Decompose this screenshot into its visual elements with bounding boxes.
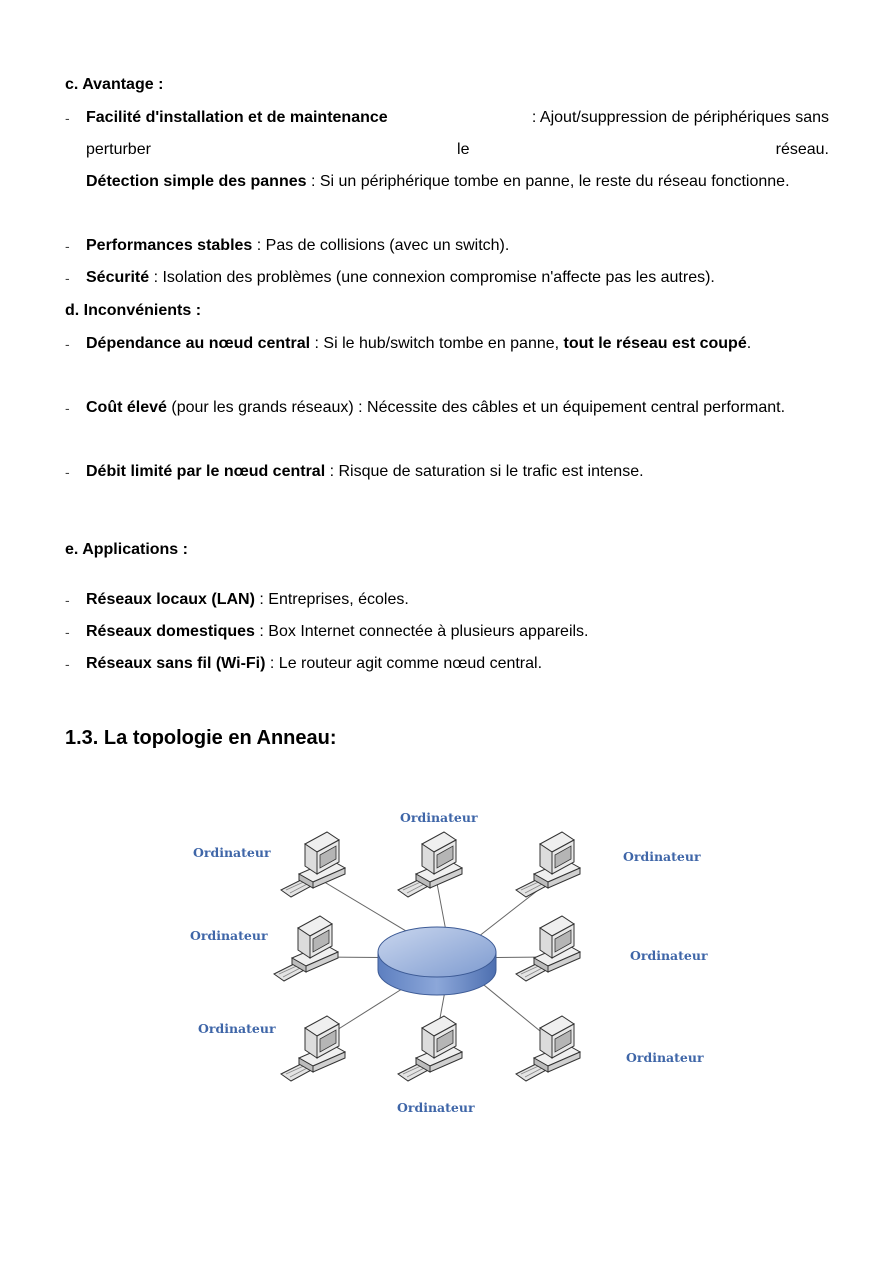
list-item bbox=[65, 328, 829, 360]
node-label: Ordinateur bbox=[400, 810, 478, 825]
item-text: : Entreprises, écoles. bbox=[259, 591, 409, 608]
computer-icon bbox=[281, 832, 345, 897]
node-label: Ordinateur bbox=[397, 1100, 475, 1115]
section-title: 1.3. La topologie en Anneau: bbox=[65, 727, 337, 749]
list-dash: - bbox=[65, 592, 70, 608]
list-item bbox=[65, 102, 829, 198]
item-bold-tail: tout le réseau est coupé bbox=[563, 335, 747, 352]
item-title: Réseaux domestiques bbox=[86, 623, 255, 640]
item-text: : Box Internet connectée à plusieurs appareils. bbox=[259, 623, 589, 640]
item-text: : Le routeur agit comme nœud central. bbox=[269, 655, 543, 672]
word: perturber bbox=[86, 141, 151, 158]
item-text: : Si le hub/switch tombe en panne, bbox=[314, 335, 560, 352]
list-item bbox=[65, 230, 829, 262]
list-item bbox=[65, 616, 829, 648]
node-label: Ordinateur bbox=[630, 948, 708, 963]
item-title: Réseaux locaux (LAN) bbox=[86, 591, 255, 608]
node-label: Ordinateur bbox=[190, 928, 268, 943]
item-title: Dépendance au nœud central bbox=[86, 335, 311, 352]
list-item bbox=[65, 456, 829, 488]
computer-icon bbox=[398, 1016, 462, 1081]
list-item bbox=[65, 648, 829, 680]
item-title: Débit limité par le nœud central bbox=[86, 463, 326, 480]
list-dash: - bbox=[65, 464, 70, 480]
computer-icon bbox=[281, 1016, 345, 1081]
node-label: Ordinateur bbox=[626, 1050, 704, 1065]
item-title: Coût élevé bbox=[86, 399, 167, 416]
central-hub-icon bbox=[378, 927, 496, 995]
heading-avantage: c. Avantage : bbox=[65, 76, 164, 93]
item-title: Réseaux sans fil (Wi-Fi) bbox=[86, 655, 266, 672]
computer-icon bbox=[398, 832, 462, 897]
item-text: : Pas de collisions (avec un switch). bbox=[256, 237, 510, 254]
list-item bbox=[65, 392, 829, 424]
list-item bbox=[65, 584, 829, 616]
list-dash: - bbox=[65, 624, 70, 640]
computer-icon bbox=[516, 1016, 580, 1081]
heading-applications: e. Applications : bbox=[65, 541, 188, 558]
word: le bbox=[457, 141, 470, 158]
list-dash: - bbox=[65, 336, 70, 352]
list-dash: - bbox=[65, 656, 70, 672]
list-dash: - bbox=[65, 270, 70, 286]
item-text: : Ajout/suppression de périphériques sans bbox=[531, 109, 829, 126]
item-text: : Si un périphérique tombe en panne, le reste du réseau fonctionne. bbox=[310, 173, 790, 190]
list-dash: - bbox=[65, 110, 70, 126]
justified-line bbox=[86, 134, 829, 166]
computer-icon bbox=[274, 916, 338, 981]
item-title: Sécurité bbox=[86, 269, 150, 286]
item-text: : Isolation des problèmes (une connexion compromise n'affecte pas les autres). bbox=[153, 269, 715, 286]
item-text: (pour les grands réseaux) : Nécessite des câbles et un équipement central performant. bbox=[171, 399, 786, 416]
heading-inconvenients: d. Inconvénients : bbox=[65, 302, 202, 319]
list-dash: - bbox=[65, 400, 70, 416]
item-title: Facilité d'installation et de maintenance bbox=[86, 109, 388, 126]
computer-icon bbox=[516, 916, 580, 981]
item-title: Performances stables bbox=[86, 237, 253, 254]
node-label: Ordinateur bbox=[193, 845, 271, 860]
item-end: . bbox=[746, 335, 752, 352]
justified-line bbox=[86, 102, 829, 134]
network-diagram bbox=[186, 800, 716, 1130]
item-text: : Risque de saturation si le trafic est intense. bbox=[329, 463, 644, 480]
list-dash: - bbox=[65, 238, 70, 254]
computer-icon bbox=[516, 832, 580, 897]
node-label: Ordinateur bbox=[198, 1021, 276, 1036]
paragraph bbox=[86, 166, 829, 198]
item-title: Détection simple des pannes bbox=[86, 173, 307, 190]
word: réseau. bbox=[775, 141, 829, 158]
list-item bbox=[65, 262, 829, 294]
node-label: Ordinateur bbox=[623, 849, 701, 864]
